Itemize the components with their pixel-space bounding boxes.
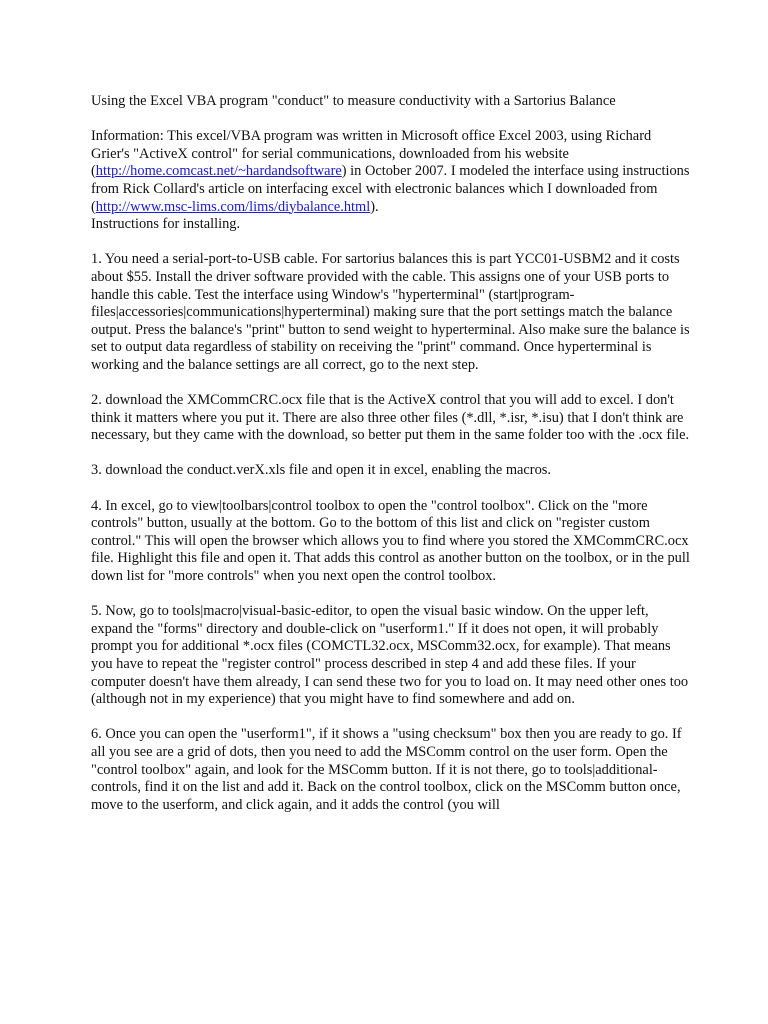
document-body bbox=[91, 93, 691, 832]
document-title: Using the Excel VBA program "conduct" to measure conductivity with a Sartorius Balance bbox=[91, 93, 616, 109]
step-4-paragraph: 4. In excel, go to view|toolbars|control toolbox to open the "control toolbox". Click on the "more controls" button, usually at the bottom. Go to the bottom of this list and click on "register custom control." This will open the browser which allows you to find where you stored the XMCommCRC.ocx file. Highlight this file and open it. That adds this control as another button on the toolbox, or in the pull down list for "more controls" when you next open the control toolbox. bbox=[91, 497, 690, 585]
grier-website-link[interactable]: http://home.comcast.net/~hardandsoftware bbox=[95, 163, 342, 180]
info-text-2: ) in October 2007. I modeled the interface using instructions from Rick Collard's article on interfacing excel with electronic balances which I downloaded from ( bbox=[91, 163, 690, 215]
step-1-paragraph: 1. You need a serial-port-to-USB cable. For sartorius balances this is part YCC01-USBM2 and it costs about $55. Install the driver software provided with the cable. This assigns one of your USB ports to handle this cable. Test the interface using Window's "hyperterminal" (start|program-files|accessories|communications|hyperterminal) making sure that the port settings match the balance output. Press the balance's "print" button to send weight to hyperterminal. Also make sure the balance is set to output data regardless of stability on receiving the "print" command. Once hyperterminal is working and the balance settings are all correct, go to the next step. bbox=[91, 251, 690, 373]
info-text-1: Information: This excel/VBA program was written in Microsoft office Excel 2003, using Richard Grier's "ActiveX control" for serial communications, downloaded from his website ( bbox=[91, 128, 652, 180]
step-5-paragraph: 5. Now, go to tools|macro|visual-basic-editor, to open the visual basic window. On the upper left, expand the "forms" directory and double-click on "userform1." If it does not open, it will probably prompt you for additional *.ocx files (COMCTL32.ocx, MSComm32.ocx, for example). That means you have to repeat the "register control" process described in step 4 and add these files. If your computer doesn't have them already, I can send these two for you to load on. It may need other ones too (although not in my experience) that you might have to find somewhere and add on. bbox=[91, 603, 689, 708]
instructions-heading: Instructions for installing. bbox=[91, 216, 241, 233]
step-2-paragraph: 2. download the XMCommCRC.ocx file that is the ActiveX control that you will add to excel. I don't think it matters where you put it. There are also three other files (*.dll, *.isr, *.isu) that I don't think are necessary, but they came with the download, so better put them in the same folder too with the .ocx file. bbox=[91, 392, 690, 444]
step-6-paragraph: 6. Once you can open the "userform1", if it shows a "using checksum" box then you are ready to go. If all you see are a grid of dots, then you need to add the MSComm control on the user form. Open the "control toolbox" again, and look for the MSComm button. If it is not there, go to tools|additional-controls, find it on the list and add it. Back on the control toolbox, click on the MSComm button once, move to the userform, and click again, and it adds the control (you will bbox=[91, 726, 682, 813]
information-paragraph bbox=[91, 128, 691, 216]
info-text-3: ). bbox=[370, 198, 379, 215]
diybalance-link[interactable]: http://www.msc-lims.com/lims/diybalance.html bbox=[95, 198, 371, 215]
step-3-paragraph: 3. download the conduct.verX.xls file and open it in excel, enabling the macros. bbox=[91, 462, 551, 479]
